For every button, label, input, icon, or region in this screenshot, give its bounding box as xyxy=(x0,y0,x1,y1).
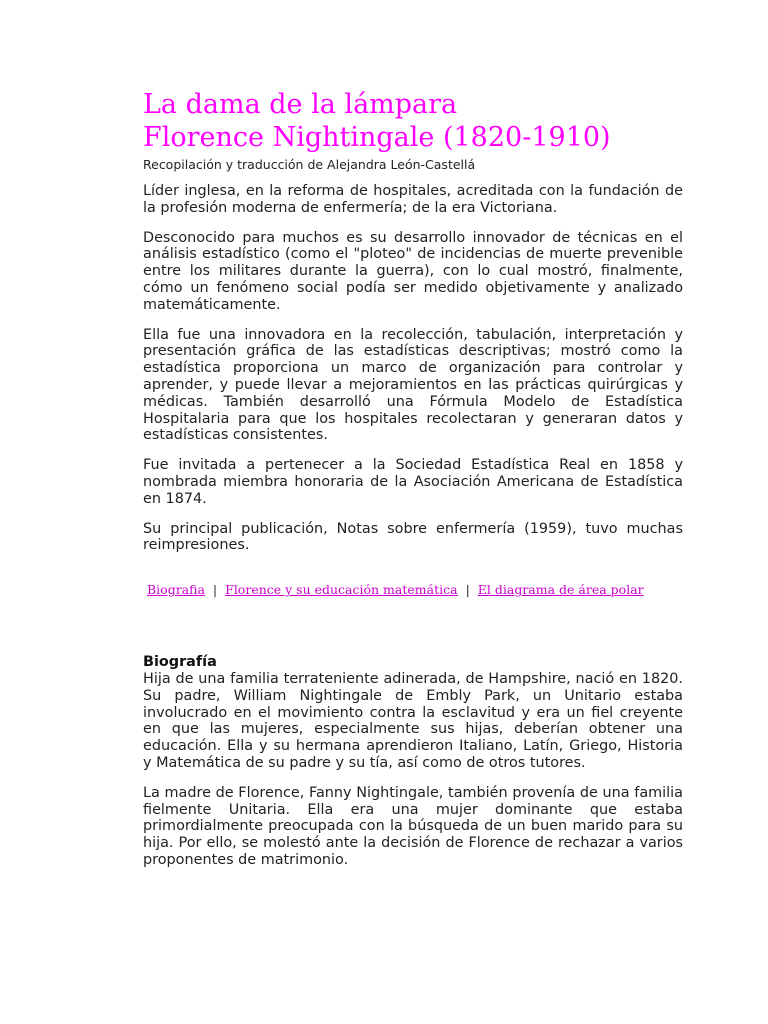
title-line-2: Florence Nightingale (1820-1910) xyxy=(143,122,611,153)
page-title xyxy=(143,88,683,154)
intro-paragraph-2: Desconocido para muchos es su desarrollo innovador de técnicas en el análisis estadístico (como el "ploteo" de incidencias de muerte prevenible entre los militares durante la guerra), con lo cual mostró, finalmente, cómo un fenómeno social podía ser medido objetivamente y analizado matemáticamente. xyxy=(143,229,683,313)
intro-paragraph-1: Líder inglesa, en la reforma de hospitales, acreditada con la fundación de la profesión moderna de enfermería; de la era Victoriana. xyxy=(143,183,683,216)
intro-paragraph-4: Fue invitada a pertenecer a la Sociedad Estadística Real en 1858 y nombrada miembra honoraria de la Asociación Americana de Estadística en 1874. xyxy=(143,457,683,507)
link-educacion-matematica[interactable]: Florence y su educación matemática xyxy=(225,582,458,598)
intro-paragraph-5: Su principal publicación, Notas sobre enfermería (1959), tuvo muchas reimpresiones. xyxy=(143,520,683,554)
link-biografia[interactable]: Biografia xyxy=(146,582,205,598)
intro-paragraph-3: Ella fue una innovadora en la recolección, tabulación, interpretación y presentación gráfica de las estadísticas descriptivas; mostró como la estadística proporciona un marco de organización para controlar y aprender, y puede llevar a mejoramientos en las prácticas quirúrgicas y médicas. También desarrolló una Fórmula Modelo de Estadística Hospitalaria para que los hospitales recolectaran y generaran datos y estadísticas consistentes. xyxy=(143,326,683,444)
document-page xyxy=(143,88,683,882)
link-diagrama-area-polar[interactable]: El diagrama de área polar xyxy=(477,582,644,598)
biografia-paragraph-1: Hija de una familia terrateniente adinerada, de Hampshire, nació en 1820. Su padre, William Nightingale de Embly Park, un Unitario estaba involucrado en el movimiento contra la esclavitud y era un fiel creyente en que las mujeres, especialmente sus hijas, deberían obtener una educación. Ella y su hermana aprendieron Italiano, Latín, Griego, Historia y Matemática de su padre y su tía, así como de otros tutores. xyxy=(143,670,683,771)
nav-separator: | xyxy=(465,582,470,598)
biografia-heading: Biografía xyxy=(143,654,217,671)
section-nav xyxy=(143,582,683,598)
nav-separator: | xyxy=(212,582,218,598)
title-line-1: La dama de la lámpara xyxy=(143,89,458,120)
biografia-paragraph-2: La madre de Florence, Fanny Nightingale, también provenía de una familia fielmente Unitaria. Ella era una mujer dominante que estaba primordialmente preocupada con la búsqueda de un buen marido para su hija. Por ello, se molestó ante la decisión de Florence de rechazar a varios proponentes de matrimonio. xyxy=(143,784,683,868)
page-subtitle: Recopilación y traducción de Alejandra León-Castellá xyxy=(143,157,476,172)
